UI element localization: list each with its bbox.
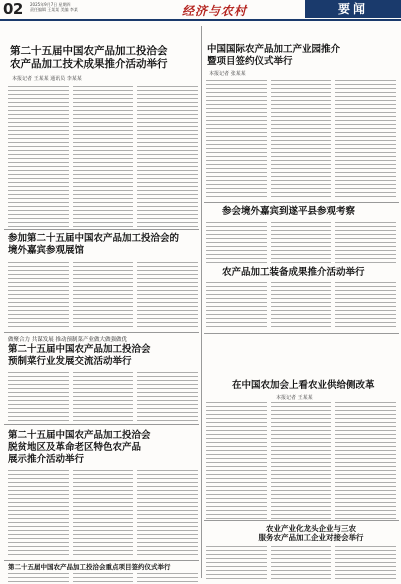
article-title: 农产品加工装备成果推介活动举行: [222, 267, 365, 278]
issue-meta: [30, 2, 78, 12]
page-number: 02: [3, 0, 23, 18]
article-body: [8, 262, 198, 330]
section-divider: [204, 333, 399, 334]
title-line: 农产品加工技术成果推介活动举行: [10, 58, 168, 70]
issue-date: 2025年9月7日 星期四: [30, 2, 71, 7]
article-title: [236, 524, 386, 542]
title-line: 预制菜行业发展交流活动举行: [8, 356, 132, 367]
section-divider: [4, 332, 199, 333]
article-body: [206, 222, 396, 266]
article-body: [8, 470, 198, 558]
article-title: [8, 344, 200, 368]
title-line: 服务农产品加工企业对接会举行: [258, 533, 364, 542]
article-byline: 本报记者 王某某: [276, 395, 313, 401]
masthead: 经济与农村: [182, 4, 248, 18]
section-label: 要闻: [305, 0, 401, 18]
article-body: [8, 372, 198, 422]
article-kicker: 做聚合力 共谋发展 推动预制菜产业做大做强做优: [8, 337, 127, 343]
title-line: 第二十五届中国农产品加工投洽会: [8, 344, 151, 355]
article-title: [207, 44, 397, 68]
article-body: [206, 282, 396, 330]
title-line: 暨项目签约仪式举行: [207, 56, 293, 67]
page-header: [0, 0, 401, 20]
title-line: 境外嘉宾参观展馆: [8, 245, 85, 256]
article-title: 参会境外嘉宾到遂平县参观考察: [222, 206, 356, 217]
title-line: 第二十五届中国农产品加工投洽会: [10, 45, 168, 57]
column-divider: [201, 26, 202, 578]
title-line: 中国国际农产品加工产业园推介: [207, 44, 341, 55]
article-title: 第二十五届中国农产品加工投洽会重点项目签约仪式举行: [8, 563, 171, 571]
section-divider: [4, 229, 199, 230]
article-byline: 本报记者 王某某 通讯员 李某某: [12, 76, 82, 82]
article-body: [206, 402, 396, 520]
title-line: 参加第二十五届中国农产品加工投洽会的: [8, 233, 180, 244]
article-title: [8, 430, 200, 466]
article-title: [10, 45, 198, 71]
section-divider: [4, 424, 199, 425]
article-body: [8, 86, 198, 228]
section-divider: [4, 560, 199, 561]
header-rule: [0, 19, 401, 21]
article-body: [206, 80, 396, 200]
article-title: 在中国农加会上看农业供给侧改革: [232, 380, 375, 391]
title-line: 脱贫地区及革命老区特色农产品: [8, 442, 142, 453]
title-line: 展示推介活动举行: [8, 454, 85, 465]
title-line: 农业产业化龙头企业与三农: [266, 524, 356, 533]
article-body: [8, 573, 198, 583]
article-title: [8, 233, 200, 257]
article-byline: 本报记者 张某某: [209, 71, 246, 77]
section-divider: [204, 202, 399, 203]
article-body: [206, 546, 396, 580]
title-line: 第二十五届中国农产品加工投洽会: [8, 430, 151, 441]
issue-editors: 责任编辑 王某某 美编 李某: [30, 7, 78, 12]
section-divider: [204, 520, 399, 521]
